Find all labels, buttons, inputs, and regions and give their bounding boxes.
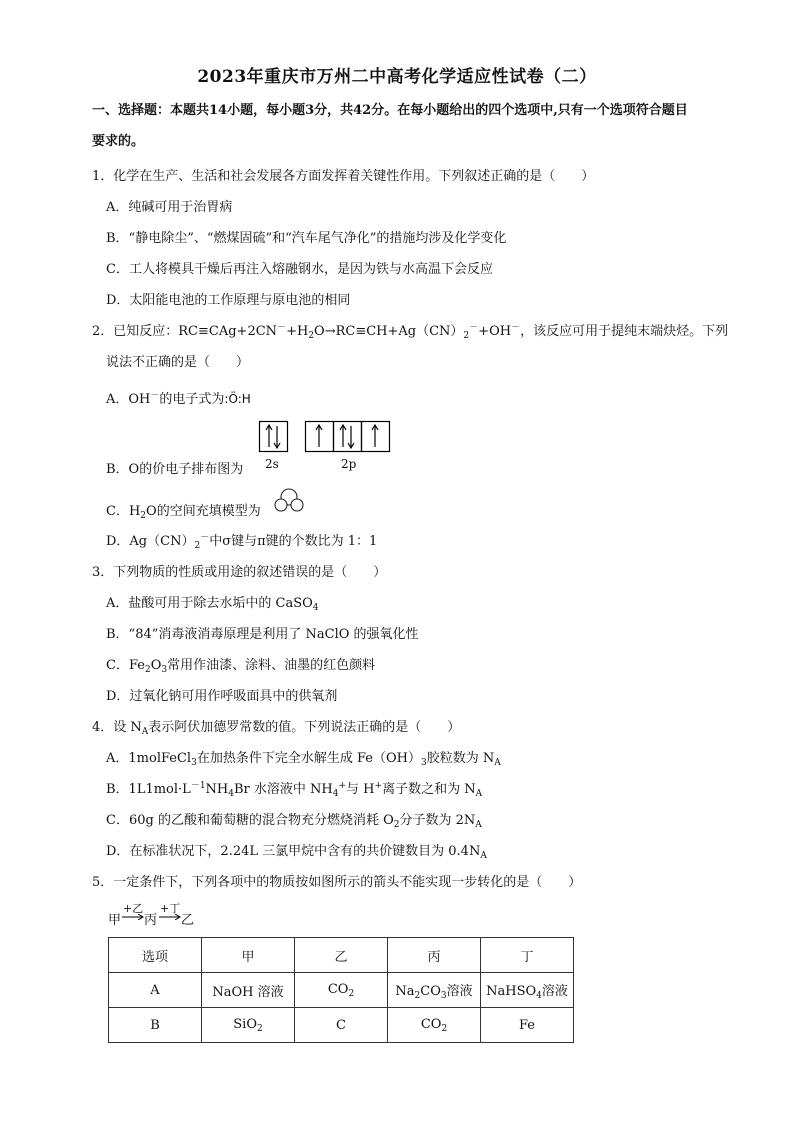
page-title: 2023年重庆市万州二中高考化学适应性试卷（二） — [197, 67, 597, 87]
table-cell: $Na_2CO_3$溶液 — [388, 973, 481, 1008]
table-header: 乙 — [295, 938, 388, 973]
q2-option-a: A．OH－的电子式为:Ö:H — [106, 391, 251, 407]
q4-option-d: D．在标准状况下，2.24L 三氯甲烷中含有的共价键数目为 $0.4N_A$ — [106, 844, 487, 861]
q3-stem: 3．下列物质的性质或用途的叙述错误的是（ ） — [92, 565, 387, 580]
table-row — [109, 973, 574, 1008]
table-cell: $CO_2$ — [295, 973, 388, 1008]
table-header-row — [109, 938, 574, 973]
scheme-jia: 甲 — [108, 913, 122, 928]
q1-option-b: B．“静电除尘”、“燃煤固硫”和“汽车尾气净化”的措施均涉及化学变化 — [106, 231, 507, 246]
q5-table — [108, 937, 574, 1043]
q2-option-d: D．$Ag(CN)_2^-$中σ键与π键的个数比为 1：1 — [106, 533, 378, 551]
q2-option-b: B．O的价电子排布图为 — [106, 462, 244, 477]
section-heading — [92, 95, 752, 157]
table-cell: C — [295, 1008, 388, 1043]
q4-option-a: A．1molFeCl$_3$在加热条件下完全水解生成 $Fe(OH)_3$胶粒数为 $N_A$ — [106, 751, 501, 768]
q5-conversion-scheme — [108, 900, 208, 930]
q3-option-c: C．$Fe_2O_3$常用作油漆、涂料、油墨的红色颜料 — [106, 658, 376, 675]
table-row — [109, 1008, 574, 1043]
table-cell: NaOH 溶液 — [202, 973, 295, 1008]
q3-option-b: B．“84”消毒液消毒原理是利用了 NaClO 的强氧化性 — [106, 627, 419, 642]
orbital-diagram — [259, 421, 399, 477]
table-cell: B — [109, 1008, 202, 1043]
q2-stem: 2．已知反应：$RC\equiv CAg+2CN^-+H_2O\to RC\equiv CH+Ag(CN)_2^-+OH^-$，该反应可用于提纯末端炔烃。下列 — [92, 323, 729, 341]
q3-option-d: D．过氧化钠可用作呼吸面具中的供氧剂 — [106, 689, 338, 704]
table-header: 选项 — [109, 938, 202, 973]
oh-electron-formula: :Ö:H — [224, 392, 251, 406]
table-cell: $CO_2$ — [388, 1008, 481, 1043]
q5-stem: 5．一定条件下，下列各项中的物质按如图所示的箭头不能实现一步转化的是（ ） — [92, 875, 582, 890]
q1-option-a: A．纯碱可用于治胃病 — [106, 200, 233, 215]
orbital-2s-label: 2s — [265, 457, 279, 471]
scheme-yi: 乙 — [181, 913, 195, 928]
q1-option-c: C．工人将模具干燥后再注入熔融钢水，是因为铁与水高温下会反应 — [106, 262, 493, 277]
scheme-plus-yi: +乙 — [123, 902, 144, 915]
q2-stem-line2: 说法不正确的是（ ） — [106, 355, 250, 370]
section-heading-line1: 一、选择题：本题共14小题，每小题3分，共42分。在每小题给出的四个选项中,只有一个选项符合题目 — [92, 103, 688, 118]
q1-stem: 1．化学在生产、生活和社会发展各方面发挥着关键性作用。下列叙述正确的是（ ） — [92, 169, 595, 184]
water-space-filling-model — [274, 487, 306, 517]
table-cell: SiO$_2$ — [202, 1008, 295, 1043]
q4-stem: 4．设 $N_A$表示阿伏加德罗常数的值。下列说法正确的是（ ） — [92, 720, 461, 737]
scheme-bing: 丙 — [144, 913, 158, 928]
table-cell: Fe — [481, 1008, 574, 1043]
table-header: 甲 — [202, 938, 295, 973]
q4-option-c: C．60g 的乙酸和葡萄糖的混合物充分燃烧消耗 $O_2$分子数为 $2N_A$ — [106, 813, 482, 830]
orbital-2p-boxes — [306, 422, 390, 452]
orbital-2p-label: 2p — [341, 457, 357, 471]
q1-option-d: D．太阳能电池的工作原理与原电池的相同 — [106, 293, 351, 308]
table-header: 丁 — [481, 938, 574, 973]
q3-option-a: A．盐酸可用于除去水垢中的 CaSO$_4$ — [106, 596, 319, 613]
scheme-plus-ding: +丁 — [160, 902, 181, 915]
section-heading-line2: 要求的。 — [92, 134, 145, 149]
table-cell: A — [109, 973, 202, 1008]
q4-option-b: B．$1L1mol\cdot L^{-1}NH_4Br$ 水溶液中 $NH_4^+$与 H+离子数之和为 $N_A$ — [106, 781, 483, 799]
table-header: 丙 — [388, 938, 481, 973]
table-cell: NaHSO$_4$溶液 — [481, 973, 574, 1008]
orbital-2s-box — [260, 422, 288, 452]
q2-option-c: C．$H_2O$的空间充填模型为 — [106, 504, 261, 521]
